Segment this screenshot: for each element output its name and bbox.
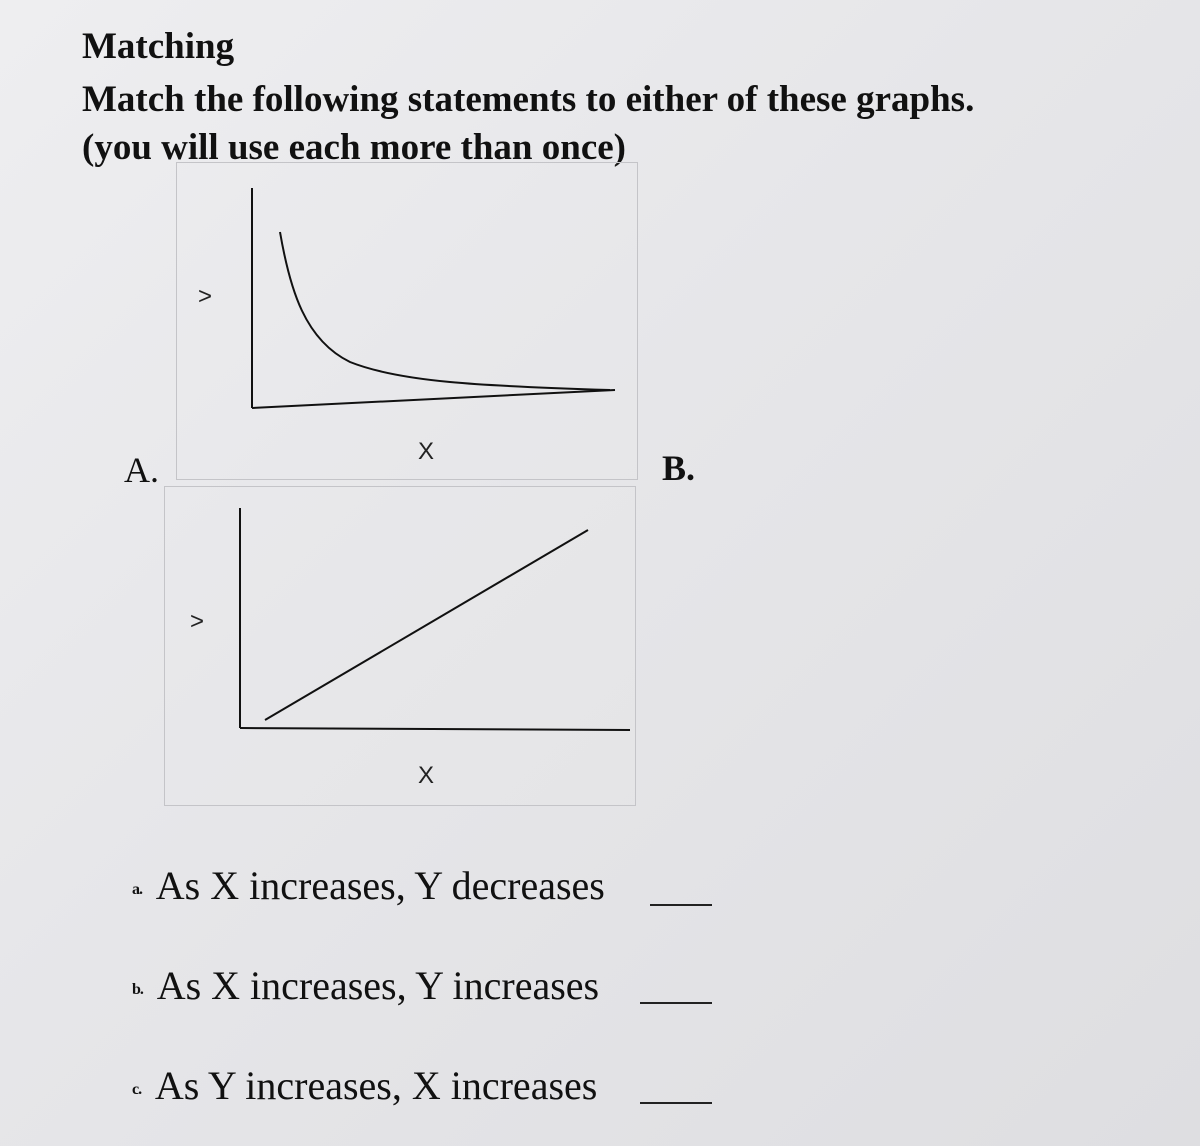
statement-2-answer-blank[interactable]: [640, 1002, 712, 1004]
statement-3-text: As Y increases, X increases: [154, 1063, 598, 1108]
graph-a-y-label: >: [198, 283, 213, 310]
instructions-line-1: Match the following statements to either of these graphs.: [82, 79, 975, 120]
graph-a-letter: A.: [124, 450, 159, 490]
statement-1: [132, 863, 605, 908]
statement-3-bullet: c.: [132, 1080, 142, 1098]
statement-1-text: As X increases, Y decreases: [155, 863, 605, 908]
graph-b-y-label: >: [190, 608, 205, 635]
statement-2-text: As X increases, Y increases: [156, 963, 600, 1008]
statement-3-answer-blank[interactable]: [640, 1102, 712, 1104]
instructions-line-2: (you will use each more than once): [82, 127, 626, 168]
statement-1-answer-blank[interactable]: [650, 904, 712, 906]
graph-b-x-axis: [240, 728, 630, 730]
statement-2: [132, 963, 600, 1008]
graph-b-increasing-line: [265, 530, 588, 720]
statement-2-bullet: b.: [132, 980, 143, 998]
graph-b-letter: B.: [662, 448, 696, 488]
worksheet-title: Matching: [82, 26, 235, 67]
statement-1-bullet: a.: [132, 880, 142, 898]
graph-b-x-label: X: [418, 762, 435, 789]
statement-3: [132, 1063, 598, 1108]
graph-a-x-label: X: [418, 438, 435, 465]
